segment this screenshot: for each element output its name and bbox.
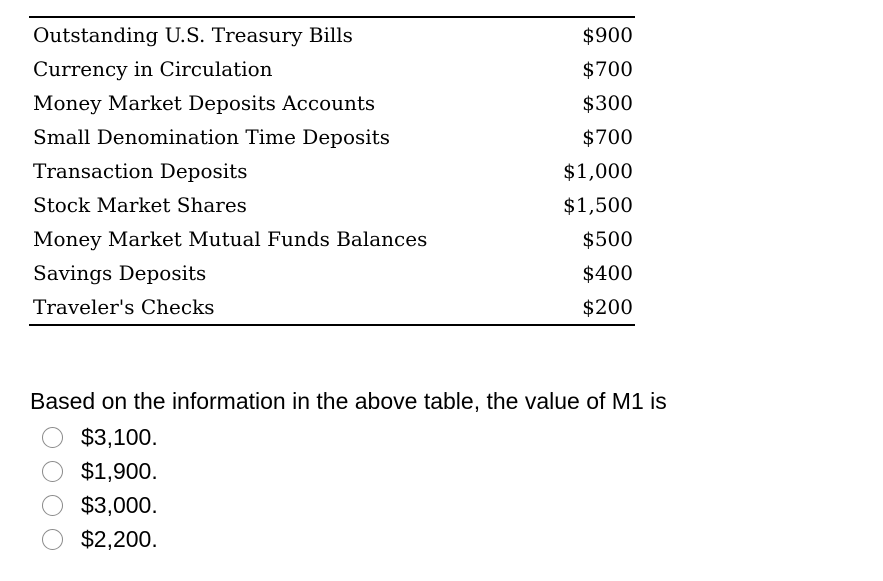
table-row (29, 17, 635, 52)
row-label: Stock Market Shares (33, 193, 247, 217)
row-label: Currency in Circulation (33, 57, 273, 81)
table-row (29, 188, 635, 222)
answer-option-1[interactable] (42, 420, 158, 454)
radio-button[interactable] (42, 529, 63, 550)
monetary-aggregates-table (29, 16, 635, 326)
row-value: $900 (582, 23, 633, 47)
row-label: Money Market Mutual Funds Balances (33, 227, 428, 251)
row-value: $300 (582, 91, 633, 115)
answer-option-4[interactable] (42, 522, 158, 556)
option-label: $2,200. (81, 526, 158, 552)
row-value: $1,000 (563, 159, 633, 183)
row-value: $500 (582, 227, 633, 251)
answer-option-2[interactable] (42, 454, 158, 488)
row-label: Small Denomination Time Deposits (33, 125, 390, 149)
row-value: $700 (582, 57, 633, 81)
table-row (29, 154, 635, 188)
option-label: $3,100. (81, 424, 158, 450)
answer-option-3[interactable] (42, 488, 158, 522)
table-row (29, 222, 635, 256)
question-text: Based on the information in the above table, the value of M1 is (30, 388, 667, 414)
radio-button[interactable] (42, 427, 63, 448)
row-label: Money Market Deposits Accounts (33, 91, 376, 115)
table-row (29, 52, 635, 86)
option-label: $3,000. (81, 492, 158, 518)
option-label: $1,900. (81, 458, 158, 484)
row-value: $400 (582, 261, 633, 285)
table-row (29, 86, 635, 120)
row-value: $200 (582, 295, 633, 319)
row-label: Savings Deposits (33, 261, 207, 285)
radio-button[interactable] (42, 461, 63, 482)
row-label: Traveler's Checks (33, 295, 215, 319)
table-row (29, 120, 635, 154)
row-value: $1,500 (563, 193, 633, 217)
row-label: Outstanding U.S. Treasury Bills (33, 23, 353, 47)
table-row (29, 290, 635, 325)
answer-options (42, 420, 158, 556)
radio-button[interactable] (42, 495, 63, 516)
row-label: Transaction Deposits (33, 159, 248, 183)
table-row (29, 256, 635, 290)
row-value: $700 (582, 125, 633, 149)
